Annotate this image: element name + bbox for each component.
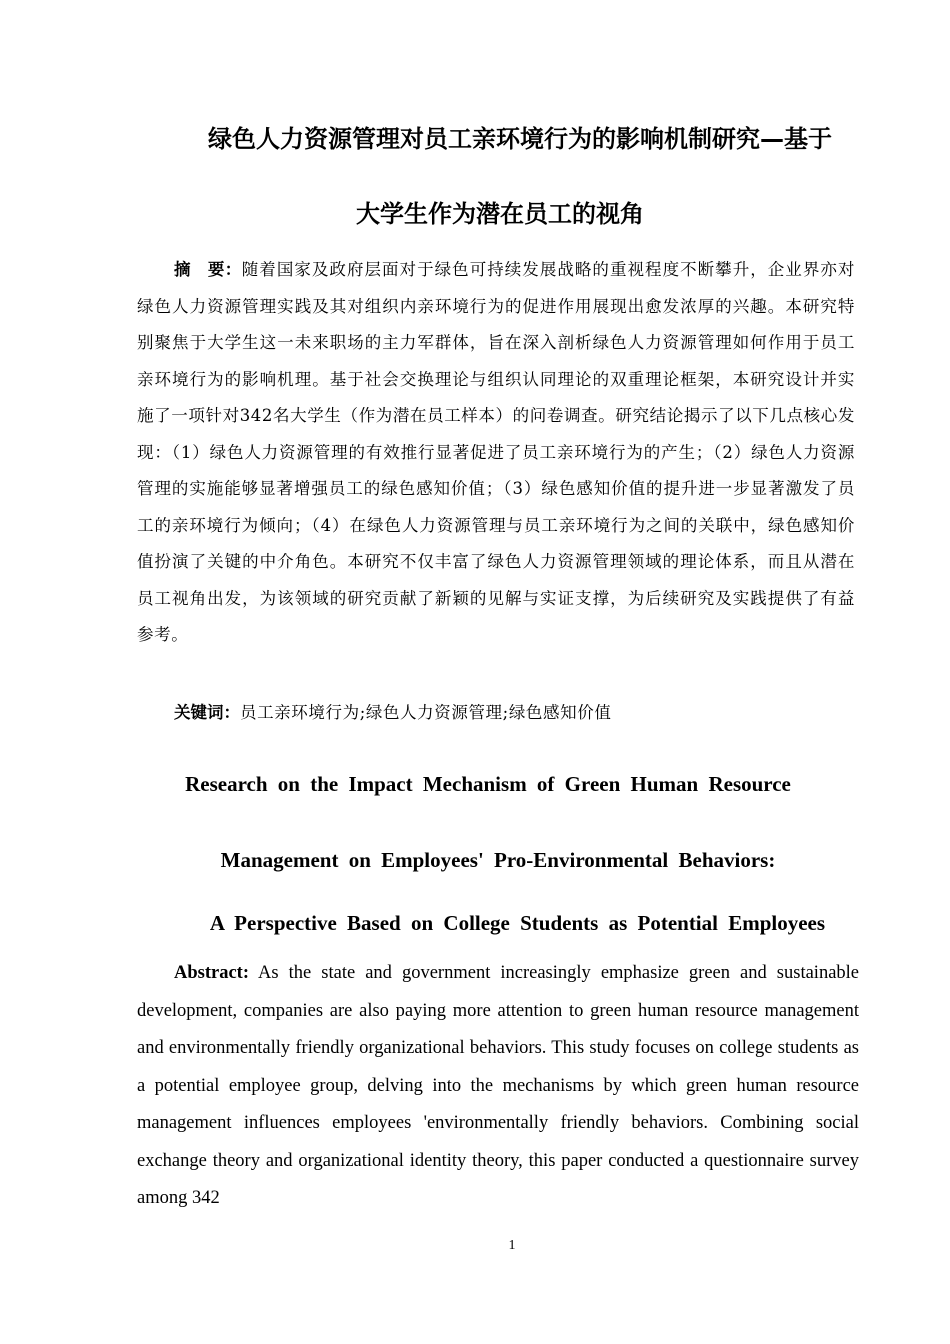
chinese-keywords [137, 695, 855, 731]
chinese-abstract [137, 252, 855, 654]
english-title-line-1: Research on the Impact Mechanism of Green Human Resource [185, 772, 791, 796]
chinese-title-line-2: 大学生作为潜在员工的视角 [356, 200, 644, 228]
chinese-title-line-1: 绿色人力资源管理对员工亲环境行为的影响机制研究—基于 [208, 125, 832, 153]
page-number: 1 [508, 1238, 516, 1253]
chinese-abstract-text: 随着国家及政府层面对于绿色可持续发展战略的重视程度不断攀升，企业界亦对绿色人力资源管理实践及其对组织内亲环境行为的促进作用展现出愈发浓厚的兴趣。本研究特别聚焦于大学生这一未来职场的主力军群体，旨在深入剖析绿色人力资源管理如何作用于员工亲环境行为的影响机理。基于社会交换理论与组织认同理论的双重理论框架，本研究设计并实施了一项针对342名大学生（作为潜在员工样本）的问卷调查。研究结论揭示了以下几点核心发现：（1）绿色人力资源管理的有效推行显著促进了员工亲环境行为的产生；（2）绿色人力资源管理的实施能够显著增强员工的绿色感知价值；（3）绿色感知价值的提升进一步显著激发了员工的亲环境行为倾向；（4）在绿色人力资源管理与员工亲环境行为之间的关联中，绿色感知价值扮演了关键的中介角色。本研究不仅丰富了绿色人力资源管理领域的理论体系，而且从潜在员工视角出发，为该领域的研究贡献了新颖的见解与实证支撑，为后续研究及实践提供了有益参考。 [137, 260, 856, 644]
english-title-line-2: Management on Employees' Pro-Environmental Behaviors: [220, 848, 776, 872]
english-title-line-3: A Perspective Based on College Students as Potential Employees [209, 911, 826, 935]
english-abstract-text: As the state and government increasingly emphasize green and sustainable development, companies are also paying more attention to green human resource management and environmentally friendly organizational behaviors. This study focuses on college students as a potential employee group, delving into the mechanisms by which green human resource management influences employees 'environmentally friendly behaviors. Combining social exchange theory and organizational identity theory, this paper conducted a questionnaire survey among 342 [137, 963, 859, 1208]
english-abstract-label: Abstract: [174, 963, 250, 983]
english-abstract [137, 955, 859, 1217]
chinese-keywords-text: 员工亲环境行为;绿色人力资源管理;绿色感知价值 [240, 703, 612, 722]
chinese-keywords-label: 关键词： [174, 703, 240, 722]
chinese-abstract-label: 摘 要： [174, 260, 242, 279]
